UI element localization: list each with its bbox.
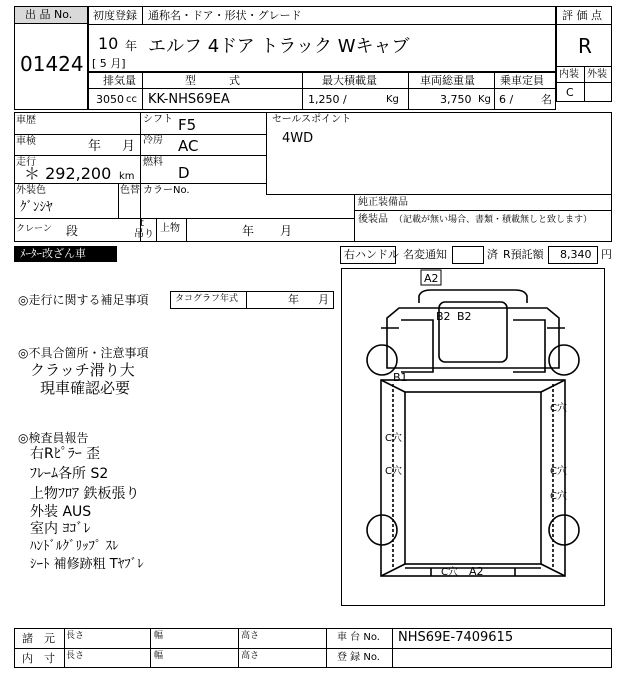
mileage-value: ＊ 292,200	[24, 164, 112, 183]
body-year: 年	[242, 224, 255, 238]
model-desc-label: 通称名・ドア・形状・グレード	[148, 9, 302, 22]
exterior-label: 外装	[587, 69, 607, 80]
inspector-line-7: ｼｰﾄ 補修跡粗 Tﾔﾌﾞﾚ	[30, 557, 144, 572]
cab-front-outline	[419, 290, 527, 303]
mark-b2-right: B2	[457, 310, 472, 323]
score-label: 評 価 点	[562, 9, 602, 22]
inspection-year: 年	[88, 139, 102, 154]
height-label-2: 高さ	[241, 651, 260, 661]
truck-diagram	[341, 268, 605, 606]
ac-value: AC	[178, 137, 199, 155]
mark-c-bottom: C穴	[441, 567, 458, 578]
reg-year: 10	[98, 34, 119, 53]
registration-label: 登 録 No.	[337, 652, 380, 663]
tachograph-label: タコグラフ年式	[175, 294, 239, 304]
mileage-unit: km	[119, 171, 135, 182]
cargo-floor	[405, 392, 541, 564]
length-label-1: 長さ	[66, 631, 85, 641]
interior-grade: C	[566, 86, 574, 99]
interior-dims-label: 内 寸	[22, 652, 55, 665]
aftermarket-label: 後装品	[358, 214, 388, 225]
mark-a2-bottom: A2	[469, 565, 484, 578]
fuel-value: D	[178, 164, 190, 182]
inspector-label: ◎検査員報告	[18, 431, 89, 445]
width-label-1: 幅	[154, 631, 164, 641]
height-label-1: 高さ	[241, 631, 260, 641]
interior-label: 内装	[559, 69, 579, 80]
inspection-label: 車検	[16, 136, 36, 147]
sales-points-label: セールスポイント	[272, 114, 352, 125]
inspector-line-5: 室内 ﾖｺﾞﾚ	[30, 521, 91, 537]
crane-ton: t	[140, 218, 144, 229]
chassis-label: 車 台 No.	[337, 632, 380, 643]
body-month: 月	[280, 224, 293, 238]
max-load-unit: Kg	[386, 94, 399, 105]
displacement: 3050	[96, 93, 124, 106]
width-label-2: 幅	[154, 651, 164, 661]
inspector-line-6: ﾊﾝﾄﾞﾙｸﾞﾘｯﾌﾟ ｽﾚ	[30, 539, 119, 554]
crane-value: 段	[66, 224, 79, 238]
tachograph-month: 月	[318, 293, 329, 306]
displacement-unit: cc	[126, 94, 137, 105]
body-label: 上物	[160, 223, 180, 234]
history-label: 車歴	[16, 115, 36, 126]
dims-label: 諸 元	[22, 632, 55, 645]
mark-c-left-2: C穴	[385, 466, 402, 477]
first-reg-label: 初度登録	[93, 9, 137, 22]
inspector-line-1: 右Rﾋﾟﾗｰ 歪	[30, 446, 101, 462]
gross-weight-label: 車両総重量	[420, 74, 475, 87]
lot-label: 出 品 No.	[25, 8, 73, 21]
aftermarket-note: （記載が無い場合、書類・積載無しと致します）	[394, 215, 593, 225]
mark-c-right-1: C穴	[550, 403, 567, 414]
front-right-wheel	[549, 345, 579, 375]
mark-c-right-3: C穴	[550, 491, 567, 502]
name-change-label: 名変通知	[403, 248, 447, 261]
ext-color-label: 外装色	[16, 185, 46, 196]
defects-label: ◎不具合箇所・注意事項	[18, 346, 149, 360]
rhd-label: 右ハンドル	[344, 248, 399, 261]
capacity: 6 /	[499, 93, 514, 106]
gross-weight-unit: Kg	[478, 94, 491, 105]
shift-label: シフト	[143, 114, 173, 125]
defect-line-1: クラッチ滑り大	[30, 361, 135, 379]
name-change-box	[452, 246, 484, 264]
chassis-number: NHS69E-7409615	[398, 630, 514, 645]
score-value: R	[578, 34, 592, 58]
displacement-label: 排気量	[103, 74, 136, 87]
mark-b2-left: B2	[436, 310, 451, 323]
sales-points-value: 4WD	[282, 131, 314, 146]
recycle-amount: 8,340	[560, 248, 592, 261]
capacity-label: 乗車定員	[500, 74, 544, 87]
ext-color-value: ｸﾞﾝｼﾔ	[20, 200, 53, 215]
model-name: エルフ 4ドア トラック Wキャブ	[148, 36, 410, 57]
mark-a2-top: A2	[424, 272, 439, 285]
lot-number: 01424	[20, 52, 84, 76]
recycle-done: 済	[487, 248, 498, 261]
inspector-line-2: ﾌﾚｰﾑ各所 S2	[30, 466, 109, 482]
reg-month: [ 5 月]	[92, 57, 126, 70]
length-label-2: 長さ	[66, 651, 85, 661]
mark-c-left-1: C穴	[385, 433, 402, 444]
mileage-label: 走行	[16, 157, 36, 168]
cab-body-outline	[387, 308, 559, 368]
cargo-bed	[381, 380, 565, 576]
meter-tampered-text: ﾒｰﾀｰ改ざん車	[20, 247, 86, 260]
capacity-unit: 名	[541, 93, 552, 106]
crane-label: クレーン	[16, 224, 52, 234]
color-no-label: カラーNo.	[143, 185, 190, 196]
inspector-line-3: 上物ﾌﾛｱ 鉄板張り	[30, 486, 140, 502]
inspector-line-4: 外装 AUS	[30, 504, 92, 520]
crane-lift: 吊り	[134, 229, 154, 240]
max-load: 1,250 /	[308, 93, 347, 106]
mark-b1: B1	[393, 371, 408, 384]
defect-line-2: 現車確認必要	[40, 379, 131, 397]
max-load-label: 最大積載量	[322, 74, 377, 87]
ac-label: 冷房	[143, 135, 163, 146]
color-change-label: 色替	[120, 185, 140, 196]
fuel-label: 燃料	[143, 157, 163, 168]
gross-weight: 3,750	[440, 93, 472, 106]
recycle-unit: 円	[601, 248, 612, 261]
driving-notes-label: ◎走行に関する補足事項	[18, 293, 149, 307]
tachograph-year: 年	[288, 293, 299, 306]
genuine-equip-label: 純正装備品	[358, 197, 408, 208]
model-code-label: 型 式	[185, 74, 240, 87]
year-unit: 年	[125, 39, 138, 53]
cab-right-door	[513, 320, 545, 372]
recycle-text: R預託額	[503, 248, 544, 261]
shift-value: F5	[178, 116, 197, 134]
inspection-month: 月	[122, 139, 136, 154]
cab-left-door	[401, 320, 433, 372]
mark-c-right-2: C穴	[550, 466, 567, 477]
model-code: KK-NHS69EA	[148, 92, 230, 107]
